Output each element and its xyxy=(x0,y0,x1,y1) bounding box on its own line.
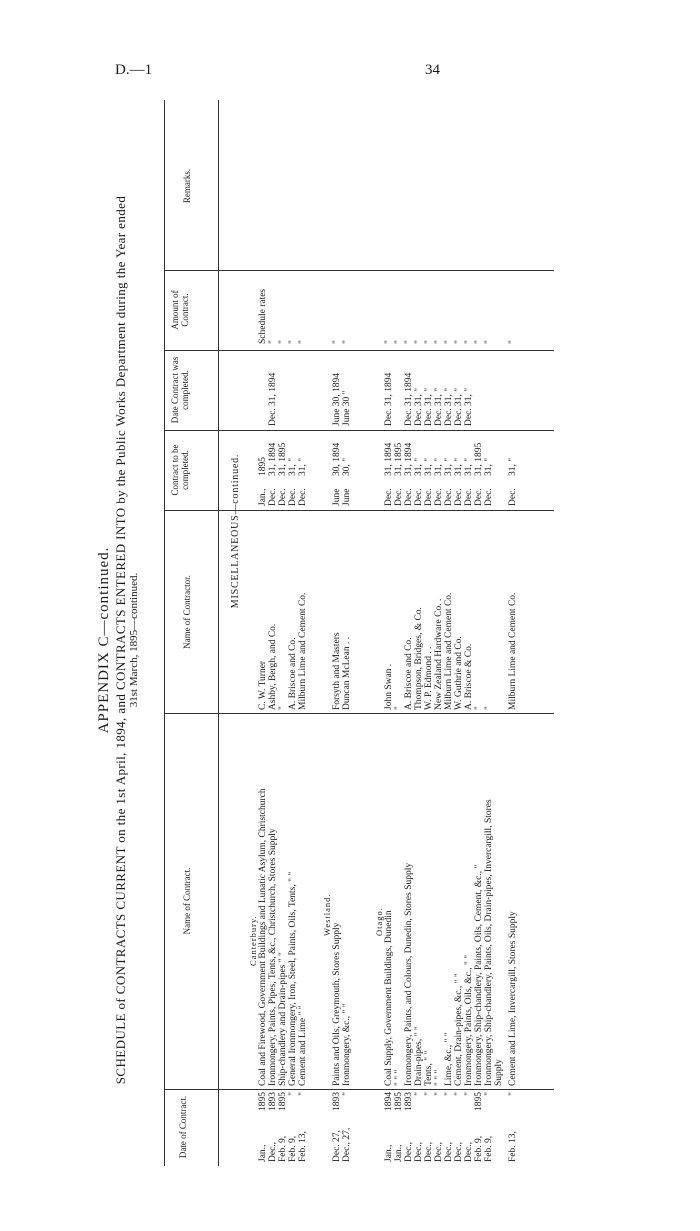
row-contractor: Thompson, Bridges, & Co. xyxy=(414,607,424,710)
row-to-be-completed-year: 30, 1894 xyxy=(332,442,342,476)
schedule-subtitle: 31st March, 1895—continued. xyxy=(128,572,140,708)
row-date-year: 1895 xyxy=(394,1092,404,1111)
row-to-be-completed: June xyxy=(332,488,342,506)
row-amount: Schedule rates xyxy=(258,288,268,344)
row-date-completed: Dec. 31, 1894 xyxy=(268,372,278,426)
row-to-be-completed-year: 31, 1894 xyxy=(268,442,278,476)
column-rule xyxy=(164,270,554,271)
row-date-completed: Dec. 31, " xyxy=(444,387,454,426)
row-date: Dec., xyxy=(424,1141,434,1162)
header-name-of-contractor: Name of Contractor. xyxy=(182,575,192,649)
row-to-be-completed: Dec. xyxy=(278,488,288,506)
row-date: Dec., xyxy=(454,1141,464,1162)
row-to-be-completed-year: 31, 1894 xyxy=(384,442,394,476)
row-contract-name: Drain-pipes, " " xyxy=(414,1026,424,1086)
row-amount: " xyxy=(424,340,434,344)
row-date: Dec., xyxy=(464,1141,474,1162)
row-contractor: A. Briscoe & Co. xyxy=(464,643,474,710)
row-to-be-completed-year: 31, " xyxy=(454,457,464,476)
header-date-completed: Date Contract was completed. xyxy=(170,356,190,424)
row-contract-name: Coal and Firewood, Government Buildings and Lunatic Asylum, Christchurch xyxy=(258,788,268,1086)
row-amount: " xyxy=(434,340,444,344)
row-date-year: 1895 xyxy=(278,1092,288,1111)
row-amount: " xyxy=(394,340,404,344)
row-contract-name: Cement, Drain-pipes, &c., " " xyxy=(454,973,464,1086)
row-date-year: " xyxy=(464,1092,474,1096)
row-to-be-completed: Dec. xyxy=(268,488,278,506)
row-contractor: " xyxy=(484,706,494,710)
column-rule xyxy=(164,430,554,431)
row-to-be-completed-year: 31, 1895 xyxy=(278,442,288,476)
row-contractor: New Zealand Hardware Co. . xyxy=(434,598,444,710)
miscellaneous-heading: MISCELLANEOUS—continued. xyxy=(230,453,241,609)
row-to-be-completed-year: 31, 1895 xyxy=(394,442,404,476)
row-date-completed: Dec. 31, 1894 xyxy=(384,372,394,426)
row-contractor: Duncan McLean . . xyxy=(342,636,352,710)
row-date: Jan., xyxy=(394,1144,404,1162)
row-contract-name: " " " xyxy=(434,1069,444,1086)
row-contract-name: Ironmongery, Ship-chandlery, Paints, Oils, Cement, &c., " xyxy=(474,864,484,1086)
row-amount: " xyxy=(278,340,288,344)
row-contract-name: Ship-chandlery and Drain-pipes " " xyxy=(278,952,288,1086)
title-block xyxy=(96,100,140,1180)
row-contract-name: Paints and Oils, Greymouth, Stores Supply xyxy=(332,922,342,1086)
row-date-year: " xyxy=(434,1092,444,1096)
row-to-be-completed: Dec. xyxy=(444,488,454,506)
row-date: Dec., 27, xyxy=(342,1127,352,1162)
row-to-be-completed-year: 31, " xyxy=(298,457,308,476)
row-contractor: W. P. Edmond . . xyxy=(424,646,434,710)
row-to-be-completed-year: 31, " xyxy=(424,457,434,476)
column-rule xyxy=(164,1089,554,1090)
row-to-be-completed: Dec. xyxy=(288,488,298,506)
row-contractor: Ashby, Bergh, and Co. xyxy=(268,623,278,710)
row-date-completed: June 30 " xyxy=(342,390,352,426)
row-date: Jan., xyxy=(384,1144,394,1162)
column-rule xyxy=(164,713,554,714)
row-date-year: 1893 xyxy=(404,1092,414,1111)
row-amount: " xyxy=(484,340,494,344)
row-date: Dec., xyxy=(414,1141,424,1162)
row-date: Feb. 13, xyxy=(508,1131,518,1162)
row-to-be-completed-year: 31, " xyxy=(484,457,494,476)
row-to-be-completed: Jan., xyxy=(258,488,268,506)
row-date-completed: Dec. 31, " xyxy=(434,387,444,426)
row-to-be-completed: Dec. xyxy=(508,488,518,506)
row-date-completed: Dec. 31, " xyxy=(454,387,464,426)
column-rule xyxy=(164,350,554,351)
row-date-year: 1893 xyxy=(268,1092,278,1111)
row-contract-name: Ironmongery, Paints, Oils, &c., " " xyxy=(464,954,474,1086)
row-contractor: A. Briscoe and Co. xyxy=(288,637,298,710)
row-amount: " xyxy=(414,340,424,344)
row-to-be-completed: Dec. xyxy=(404,488,414,506)
row-date-completed: June 30, 1894 xyxy=(332,372,342,426)
row-date-year: 1894 xyxy=(384,1092,394,1111)
row-date: Dec., xyxy=(434,1141,444,1162)
row-to-be-completed-year: 31, " xyxy=(288,457,298,476)
row-to-be-completed-year: 31, " xyxy=(464,457,474,476)
row-date: Feb. 13, xyxy=(298,1131,308,1162)
header-contract-to-be-completed: Contract to be completed. xyxy=(170,444,190,496)
row-date-completed: Dec. 31, 1894 xyxy=(404,372,414,426)
row-contractor: Milburn Lime and Cement Co. xyxy=(508,592,518,710)
page-code: D.—1 xyxy=(115,62,153,78)
row-date: Dec., xyxy=(268,1141,278,1162)
row-date-year: " xyxy=(342,1092,352,1096)
header-remarks: Remarks. xyxy=(182,168,192,204)
row-date: Jan., xyxy=(258,1144,268,1162)
column-rule xyxy=(164,510,554,511)
section-otago: Otago. xyxy=(374,907,384,936)
row-contractor: C. W. Turner xyxy=(258,660,268,710)
appendix-title: APPENDIX C—continued. xyxy=(96,546,112,734)
row-date: Feb. 9, xyxy=(278,1135,288,1162)
row-to-be-completed-year: 1895 xyxy=(258,457,268,476)
row-amount: " xyxy=(404,340,414,344)
row-date-year: " xyxy=(508,1092,518,1096)
row-contractor: Milburn Lime and Cement Co. xyxy=(298,592,308,710)
row-to-be-completed: Dec. xyxy=(384,488,394,506)
row-amount: " xyxy=(298,340,308,344)
row-to-be-completed: June xyxy=(342,488,352,506)
row-amount: " xyxy=(464,340,474,344)
row-contractor: A. Briscoe and Co. xyxy=(404,637,414,710)
row-date: Feb. 9, xyxy=(288,1135,298,1162)
row-contractor: W. Guthrie and Co. xyxy=(454,636,464,710)
row-to-be-completed-year: 31, " xyxy=(414,457,424,476)
row-contract-name: Ironmongery, Paints, and Colours, Dunedin, Stores Supply xyxy=(404,862,414,1086)
row-date-year: " xyxy=(484,1092,494,1096)
row-contractor: John Swan . xyxy=(384,663,394,710)
row-contract-name: Tents, " " xyxy=(424,1050,434,1086)
row-contract-name: Coal Supply, Government Buildings, Dunedin xyxy=(384,910,394,1086)
page-number: 34 xyxy=(425,62,440,78)
row-amount: " xyxy=(444,340,454,344)
row-date: Dec., xyxy=(404,1141,414,1162)
section-canterbury: Canterbury. xyxy=(248,915,258,966)
row-contract-name: Ironmongery, &c., " " xyxy=(342,1003,352,1086)
row-contractor: " xyxy=(394,706,404,710)
row-contract-name: " " " xyxy=(394,1069,404,1086)
row-amount: " xyxy=(268,340,278,344)
table-top-rule xyxy=(164,100,165,1166)
row-contract-name: Supply xyxy=(494,1059,504,1086)
row-date-year: " xyxy=(454,1092,464,1096)
row-contract-name: Lime, &c., " " xyxy=(444,1032,454,1086)
row-date-completed: Dec. 31, " xyxy=(414,387,424,426)
row-date-completed: Dec. 31, " xyxy=(464,387,474,426)
row-amount: " xyxy=(288,340,298,344)
row-contract-name: Ironmongery, Paints, Pipes, Tents, &c., Christchurch, Stores Supply xyxy=(268,828,278,1086)
row-amount: " xyxy=(342,340,352,344)
schedule-title: SCHEDULE of CONTRACTS CURRENT on the 1st April, 1894, and CONTRACTS ENTERED INTO by the Public Works Department during the Year ended xyxy=(113,195,128,1085)
row-to-be-completed-year: 30, " xyxy=(342,457,352,476)
row-date-year: 1893 xyxy=(332,1092,342,1111)
row-to-be-completed: Dec. xyxy=(424,488,434,506)
table-header-rule xyxy=(218,100,219,1166)
row-to-be-completed: Dec. xyxy=(414,488,424,506)
row-to-be-completed: Dec. xyxy=(474,488,484,506)
row-to-be-completed-year: 31, 1895 xyxy=(474,442,484,476)
row-date-year: " xyxy=(414,1092,424,1096)
row-amount: " xyxy=(508,340,518,344)
row-date-year: 1895 xyxy=(474,1092,484,1111)
row-contractor: Forsyth and Masters xyxy=(332,632,342,710)
row-date-completed: Dec. 31, " xyxy=(424,387,434,426)
row-contractor: " xyxy=(278,706,288,710)
row-date: Dec. 27, xyxy=(332,1130,342,1162)
row-date-year: " xyxy=(424,1092,434,1096)
row-to-be-completed: Dec. xyxy=(484,488,494,506)
rotated-schedule-sheet xyxy=(96,100,574,1180)
row-contract-name: Ironmongery, Ship-chandlery, Paints, Oils, Drain-pipes, Invercargill, Stores xyxy=(484,799,494,1086)
section-westland: Westland. xyxy=(322,893,332,936)
row-contract-name: Cement and Lime " " xyxy=(298,1005,308,1086)
row-date-year: " xyxy=(288,1092,298,1096)
row-to-be-completed: Dec. xyxy=(454,488,464,506)
row-date-year: 1895 xyxy=(258,1092,268,1111)
header-amount: Amount of Contract. xyxy=(170,290,190,330)
row-contract-name: General Ironmongery, Iron, Steel, Paints, Oils, Tents, " " xyxy=(288,871,298,1086)
row-to-be-completed-year: 31, " xyxy=(444,457,454,476)
row-contractor: " xyxy=(474,706,484,710)
contracts-table xyxy=(164,100,554,1166)
row-contractor: Milburn Lime and Cement Co. xyxy=(444,592,454,710)
row-date-year: " xyxy=(298,1092,308,1096)
row-to-be-completed-year: 31, " xyxy=(434,457,444,476)
row-amount: " xyxy=(332,340,342,344)
row-date: Feb. 9, xyxy=(484,1135,494,1162)
row-amount: " xyxy=(384,340,394,344)
row-date: Feb. 9, xyxy=(474,1135,484,1162)
row-to-be-completed: Dec. xyxy=(298,488,308,506)
row-amount: " xyxy=(454,340,464,344)
header-name-of-contract: Name of Contract. xyxy=(182,867,192,935)
row-to-be-completed: Dec. xyxy=(464,488,474,506)
row-date: Dec., xyxy=(444,1141,454,1162)
header-date-of-contract: Date of Contract. xyxy=(178,1095,188,1159)
row-to-be-completed-year: 31, 1894 xyxy=(404,442,414,476)
row-to-be-completed: Dec. xyxy=(434,488,444,506)
row-to-be-completed: Dec. xyxy=(394,488,404,506)
row-contract-name: Cement and Lime, Invercargill, Stores Supply xyxy=(508,911,518,1086)
row-amount: " xyxy=(474,340,484,344)
row-to-be-completed-year: 31, " xyxy=(508,457,518,476)
row-date-year: " xyxy=(444,1092,454,1096)
